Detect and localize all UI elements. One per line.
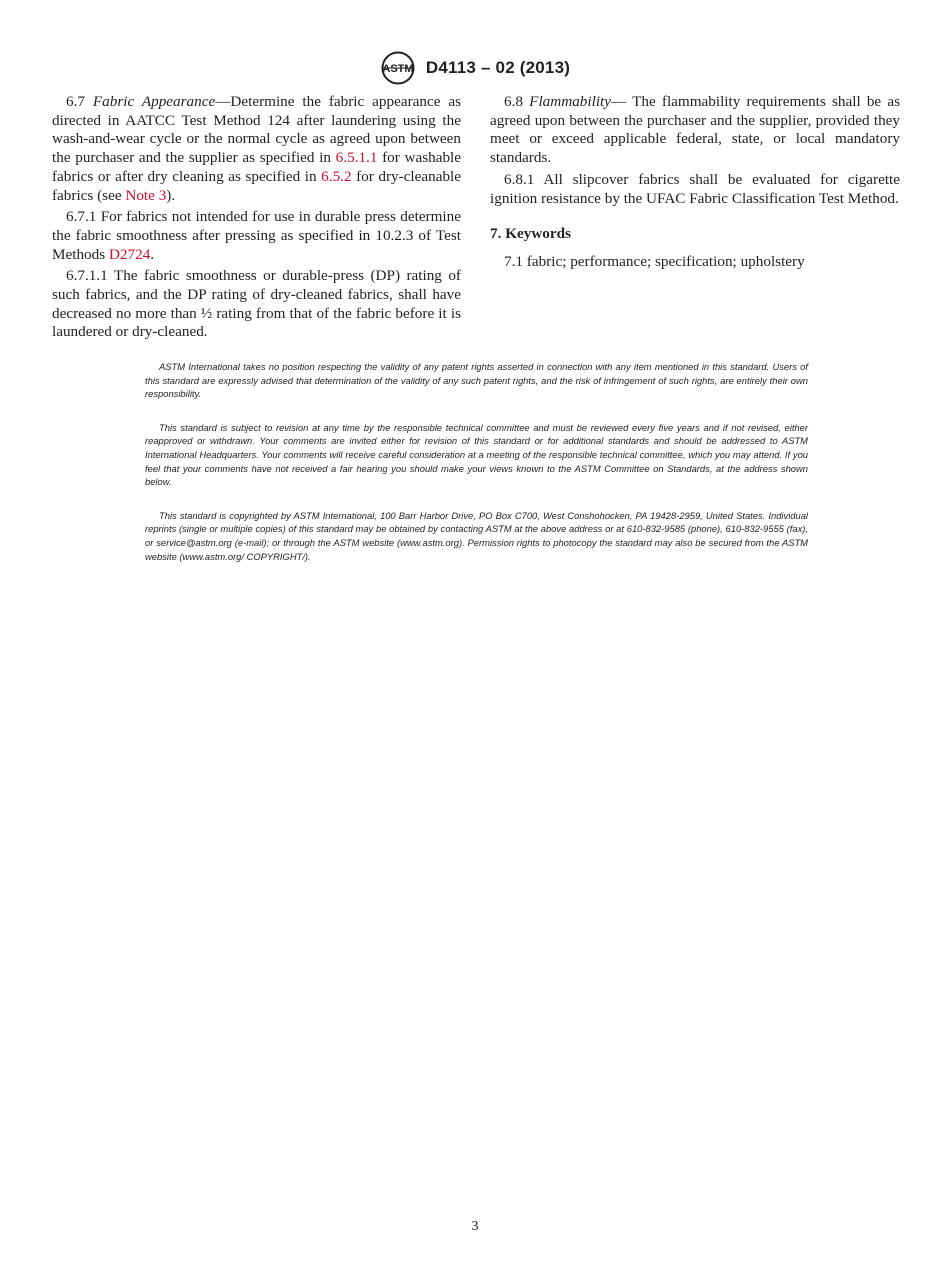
paragraph-text: —Determine the fabric appearance as directed in AATCC Test Method 124 after laundering using the wash-and-wear cycle or the normal cycle as agreed upon between the purchaser and the supplier as specified in <box>52 93 462 167</box>
section-6-7 <box>52 93 461 205</box>
ref-link-6-5-2[interactable]: 6.5.2 <box>321 167 352 185</box>
revision-notice: This standard is subject to revision at any time by the responsible technical committee and must be reviewed every five years and if not revised, either reapproved or withdrawn. Your comments are invited either for revision of this standard or for additional standards and should be addressed to ASTM International Headquarters. Your comments will receive careful consideration at a meeting of the responsible technical committee, which you may attend. If you feel that your comments have not received a fair hearing you should make your views known to the ASTM Committee on Standards, at the address shown below. <box>145 421 808 488</box>
section-title: Flammability <box>529 93 612 110</box>
section-number: 6.7 <box>66 93 85 110</box>
legal-notices <box>145 360 808 583</box>
paragraph-text: for dry-cleanable fabrics (see <box>52 167 461 204</box>
astm-logo-icon <box>380 51 416 85</box>
astm-logo-text: ASTM <box>382 63 414 75</box>
page-header <box>0 50 950 86</box>
section-6-8 <box>490 93 900 168</box>
section-6-7-1 <box>52 208 461 264</box>
patent-notice: ASTM International takes no position respecting the validity of any patent rights asserted in connection with any item mentioned in this standard. Users of this standard are expressly advised that determination of the validity of any such patent rights, and the risk of infringement of such rights, are entirely their own responsibility. <box>145 361 808 400</box>
section-heading-keywords: 7. Keywords <box>490 225 571 243</box>
ref-link-6-5-1-1[interactable]: 6.5.1.1 <box>335 149 378 167</box>
paragraph-text: . <box>150 245 155 263</box>
ref-link-note-3[interactable]: Note 3 <box>125 186 167 204</box>
ref-link-d2724[interactable]: D2724 <box>108 245 151 263</box>
section-6-8-1: 6.8.1 All slipcover fabrics shall be evaluated for cigarette ignition resistance by the UFAC Fabric Classification Test Method. <box>490 170 900 207</box>
page-number: 3 <box>471 1219 479 1234</box>
section-title: Fabric Appearance <box>92 93 216 110</box>
section-7-1: 7.1 fabric; performance; specification; upholstery <box>504 252 805 270</box>
left-column <box>52 93 461 345</box>
right-column <box>490 93 900 275</box>
paragraph-text: ). <box>166 186 176 204</box>
document-id: D4113 – 02 (2013) <box>425 58 571 77</box>
section-number: 6.8 <box>504 93 523 110</box>
section-6-7-1-1: 6.7.1.1 The fabric smoothness or durable-press (DP) rating of such fabrics, and the DP rating of dry-cleaned fabrics, shall have decreased no more than ½ rating from that of the fabric before it is laundered or dry-cleaned. <box>52 267 461 341</box>
paragraph-text: 6.7.1 For fabrics not intended for use in durable press determine the fabric smoothness after pressing as specified in 10.2.3 of Test Methods <box>52 208 461 263</box>
paragraph-text: for washable fabrics or after dry cleaning as specified in <box>52 149 462 185</box>
copyright-notice: This standard is copyrighted by ASTM International, 100 Barr Harbor Drive, PO Box C700, West Conshohocken, PA 19428-2959, United States. Individual reprints (single or multiple copies) of this standard may be obtained by contacting ASTM at the above address or at 610-832-9585 (phone), 610-832-9555 (fax), or service@astm.org (e-mail); or through the ASTM website (www.astm.org). Permission rights to photocopy the standard may also be secured from the ASTM website (www.astm.org/ COPYRIGHT/). <box>145 509 808 562</box>
paragraph-text: — The flammability requirements shall be as agreed upon between the purchaser and the supplier, provided they meet or exceed applicable federal, state, or local mandatory standards. <box>490 93 901 167</box>
